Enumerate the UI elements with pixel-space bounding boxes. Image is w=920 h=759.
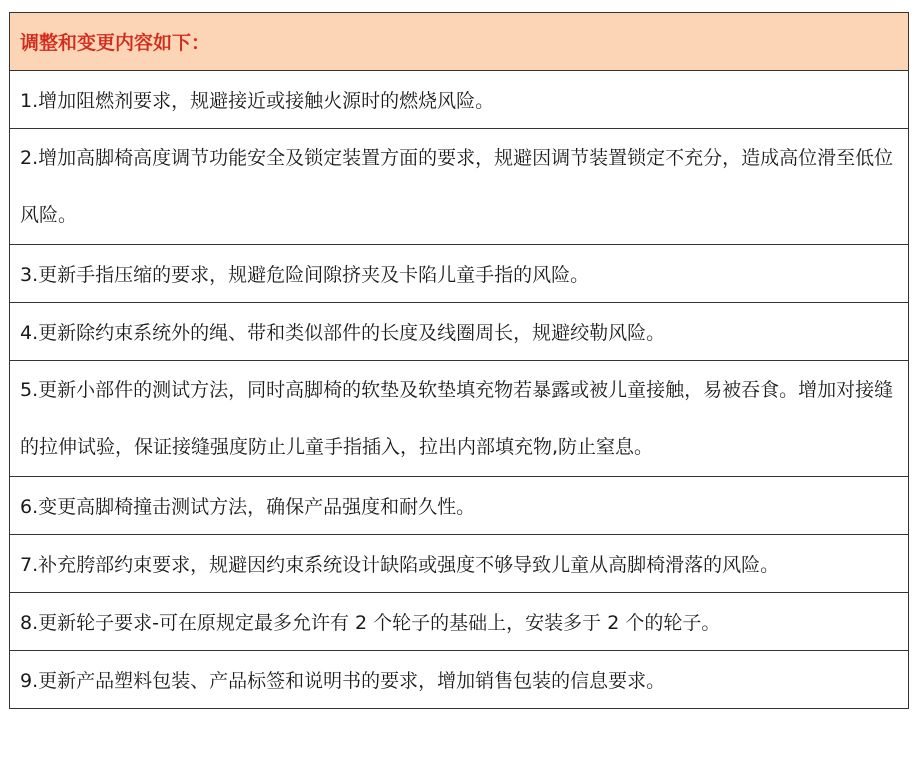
table-cell-item-8: 8.更新轮子要求-可在原规定最多允许有 2 个轮子的基础上，安装多于 2 个的轮子。 [10,593,909,651]
table-row [10,303,909,361]
table-header-row [10,13,909,71]
table-cell-item-7: 7.补充胯部约束要求，规避因约束系统设计缺陷或强度不够导致儿童从高脚椅滑落的风险。 [10,535,909,593]
table-row [10,361,909,477]
table-cell-item-3: 3.更新手指压缩的要求，规避危险间隙挤夹及卡陷儿童手指的风险。 [10,245,909,303]
table-cell-item-4: 4.更新除约束系统外的绳、带和类似部件的长度及线圈周长，规避绞勒风险。 [10,303,909,361]
changes-table [9,12,909,709]
table-cell-item-9: 9.更新产品塑料包装、产品标签和说明书的要求，增加销售包装的信息要求。 [10,651,909,709]
table-cell-item-5: 5.更新小部件的测试方法，同时高脚椅的软垫及软垫填充物若暴露或被儿童接触，易被吞食。增加对接缝的拉伸试验，保证接缝强度防止儿童手指插入，拉出内部填充物,防止窒息。 [10,361,909,477]
table-row [10,71,909,129]
table-cell-item-1: 1.增加阻燃剂要求，规避接近或接触火源时的燃烧风险。 [10,71,909,129]
table-row [10,535,909,593]
table-row [10,651,909,709]
table-title: 调整和变更内容如下： [10,13,909,71]
table-row [10,477,909,535]
table-cell-item-6: 6.变更高脚椅撞击测试方法，确保产品强度和耐久性。 [10,477,909,535]
table-row [10,593,909,651]
table-row [10,129,909,245]
table-cell-item-2: 2.增加高脚椅高度调节功能安全及锁定装置方面的要求，规避因调节装置锁定不充分，造成高位滑至低位风险。 [10,129,909,245]
table-row [10,245,909,303]
